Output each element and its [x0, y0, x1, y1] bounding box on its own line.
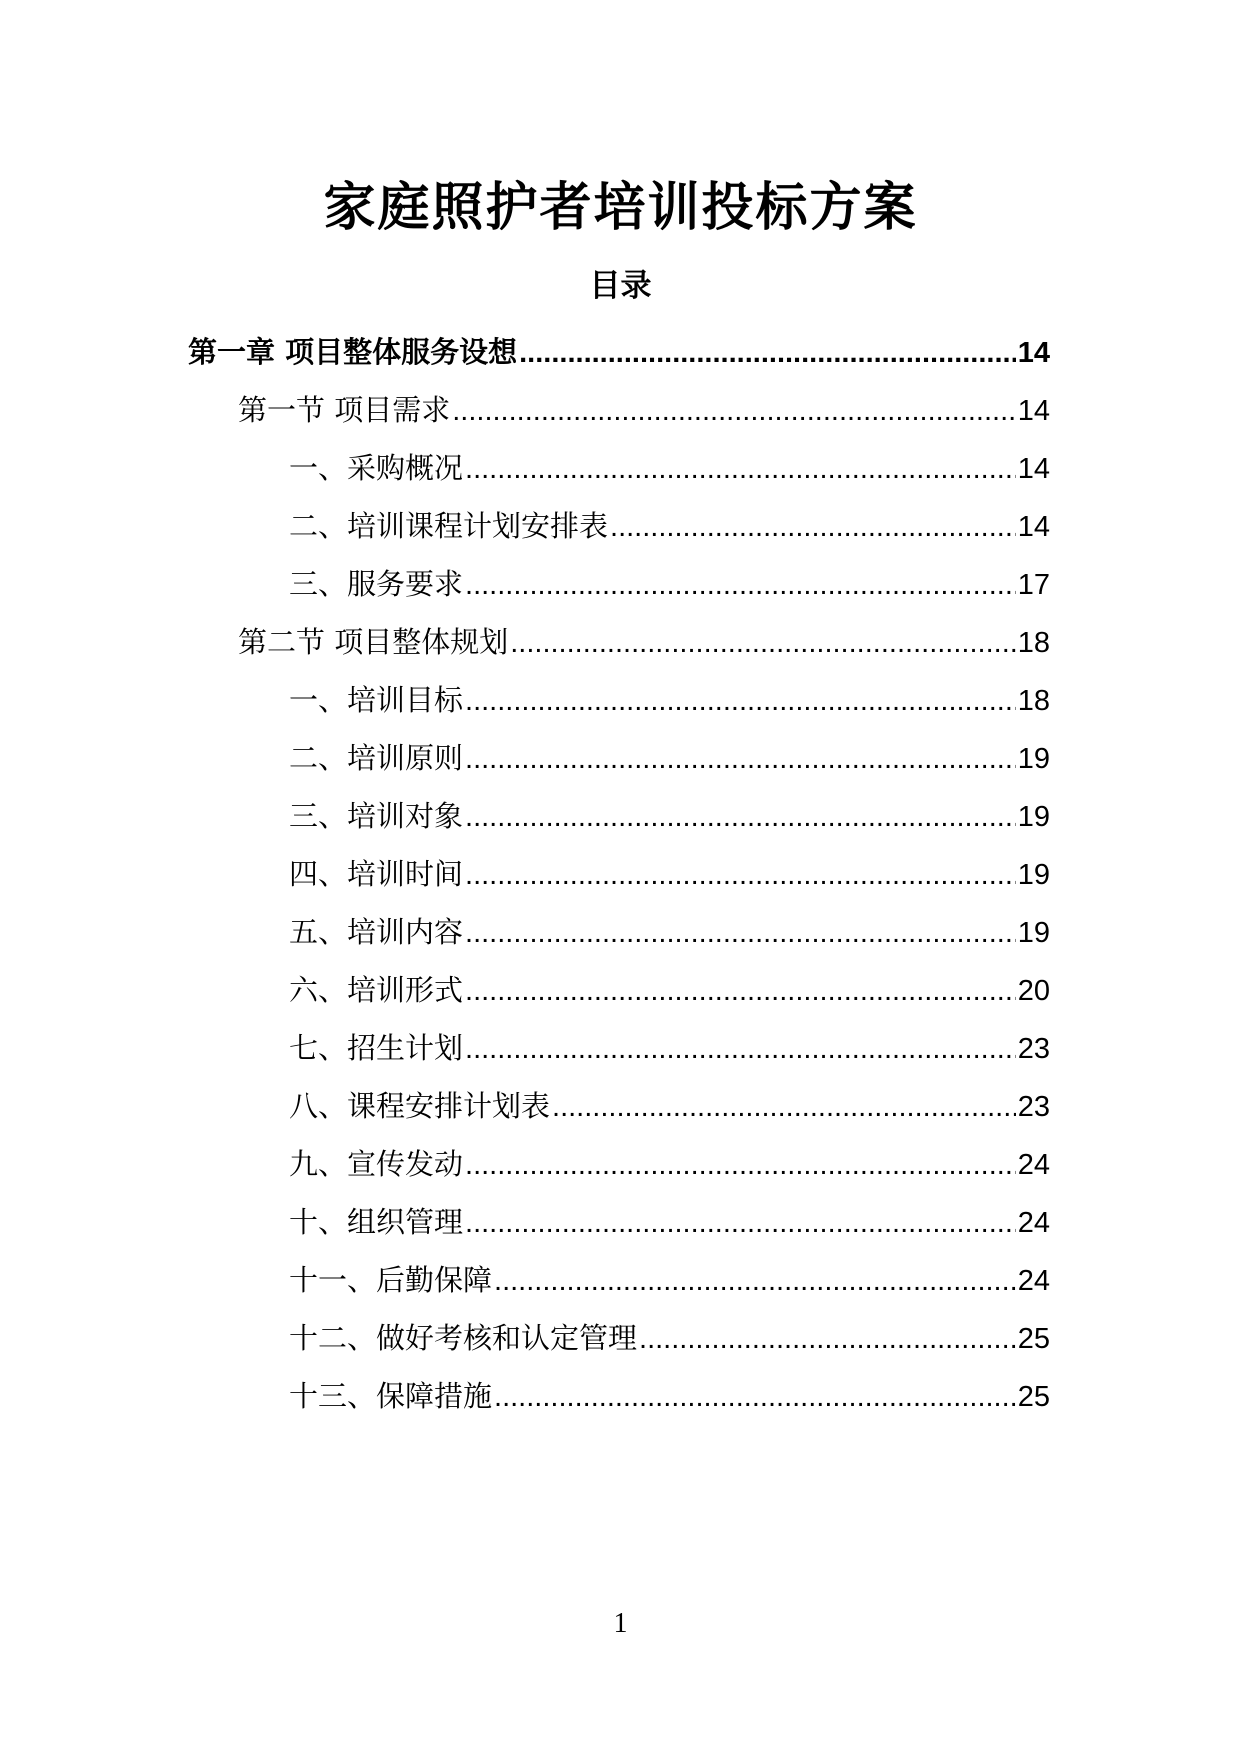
toc-leader-dots — [465, 1201, 1016, 1245]
toc-entry-text: 三、服务要求 — [289, 567, 464, 601]
toc-entry[interactable] — [289, 910, 1050, 954]
toc-leader-dots — [639, 1317, 1016, 1361]
toc-leader-dots — [452, 389, 1016, 433]
toc-entry-page: 18 — [1017, 685, 1050, 717]
toc-entry-page: 25 — [1017, 1323, 1050, 1355]
toc-entry-text: 八、课程安排计划表 — [289, 1089, 551, 1123]
toc-entry[interactable] — [238, 620, 1050, 664]
toc-entry[interactable] — [289, 1316, 1050, 1360]
toc-entry[interactable] — [289, 1084, 1050, 1128]
toc-entry-page: 24 — [1017, 1265, 1050, 1297]
toc-leader-dots — [465, 1027, 1016, 1071]
toc-leader-dots — [519, 331, 1016, 375]
toc-leader-dots — [510, 621, 1016, 665]
toc-entry[interactable] — [289, 852, 1050, 896]
toc-entry-text: 七、招生计划 — [289, 1031, 464, 1065]
toc-entry-page: 20 — [1017, 975, 1050, 1007]
toc-entry-page: 17 — [1017, 569, 1050, 601]
toc-entry-text: 第二节 项目整体规划 — [238, 625, 509, 659]
toc-entry[interactable] — [289, 736, 1050, 780]
toc-entry[interactable] — [289, 1026, 1050, 1070]
toc-entry-page: 23 — [1017, 1033, 1050, 1065]
toc-entry-text: 五、培训内容 — [289, 915, 464, 949]
toc-entry-text: 九、宣传发动 — [289, 1147, 464, 1181]
toc-leader-dots — [465, 911, 1016, 955]
toc-leader-dots — [465, 969, 1016, 1013]
toc-entry-page: 14 — [1017, 453, 1050, 485]
toc-entry-page: 14 — [1017, 511, 1050, 543]
toc-entry-page: 24 — [1017, 1149, 1050, 1181]
toc-leader-dots — [465, 679, 1016, 723]
toc-entry-text: 一、培训目标 — [289, 683, 464, 717]
toc-leader-dots — [465, 447, 1016, 491]
toc-entry-page: 23 — [1017, 1091, 1050, 1123]
toc-entry[interactable] — [289, 1258, 1050, 1302]
toc-leader-dots — [552, 1085, 1016, 1129]
toc-entry-text: 十一、后勤保障 — [289, 1263, 493, 1297]
toc-entry-text: 十三、保障措施 — [289, 1379, 493, 1413]
toc-heading: 目录 — [589, 268, 652, 304]
toc-entry-text: 三、培训对象 — [289, 799, 464, 833]
toc-entry[interactable] — [289, 1374, 1050, 1418]
toc-entry-page: 24 — [1017, 1207, 1050, 1239]
toc-leader-dots — [465, 563, 1016, 607]
toc-entry-text: 二、培训课程计划安排表 — [289, 509, 609, 543]
toc-entry-page: 19 — [1017, 801, 1050, 833]
toc-entry[interactable] — [289, 446, 1050, 490]
toc-leader-dots — [465, 853, 1016, 897]
toc-leader-dots — [465, 795, 1016, 839]
toc-leader-dots — [494, 1375, 1016, 1419]
toc-entry-page: 19 — [1017, 917, 1050, 949]
toc-entry[interactable] — [289, 504, 1050, 548]
toc-leader-dots — [494, 1259, 1016, 1303]
toc-entry[interactable] — [289, 562, 1050, 606]
page-number: 1 — [613, 1608, 628, 1639]
toc-entry-page: 14 — [1017, 337, 1050, 369]
toc-entry-text: 第一章 项目整体服务设想 — [188, 335, 518, 369]
toc-entry-text: 四、培训时间 — [289, 857, 464, 891]
toc-entry-page: 25 — [1017, 1381, 1050, 1413]
toc-entry[interactable] — [289, 1142, 1050, 1186]
toc-entry-page: 19 — [1017, 743, 1050, 775]
toc-entry[interactable] — [289, 678, 1050, 722]
toc-leader-dots — [465, 1143, 1016, 1187]
toc-entry[interactable] — [289, 794, 1050, 838]
toc-entry[interactable] — [238, 388, 1050, 432]
toc-entry-text: 六、培训形式 — [289, 973, 464, 1007]
toc-entry-text: 十、组织管理 — [289, 1205, 464, 1239]
toc-entry[interactable] — [289, 968, 1050, 1012]
document-title: 家庭照护者培训投标方案 — [323, 178, 918, 238]
toc-entry[interactable] — [188, 330, 1050, 374]
toc-entry-text: 十二、做好考核和认定管理 — [289, 1321, 638, 1355]
toc-entry[interactable] — [289, 1200, 1050, 1244]
toc-entry-text: 第一节 项目需求 — [238, 393, 451, 427]
toc-leader-dots — [610, 505, 1016, 549]
toc-leader-dots — [465, 737, 1016, 781]
toc-entry-page: 18 — [1017, 627, 1050, 659]
toc-entry-text: 一、采购概况 — [289, 451, 464, 485]
toc-entry-page: 14 — [1017, 395, 1050, 427]
toc-entry-page: 19 — [1017, 859, 1050, 891]
toc-entry-text: 二、培训原则 — [289, 741, 464, 775]
